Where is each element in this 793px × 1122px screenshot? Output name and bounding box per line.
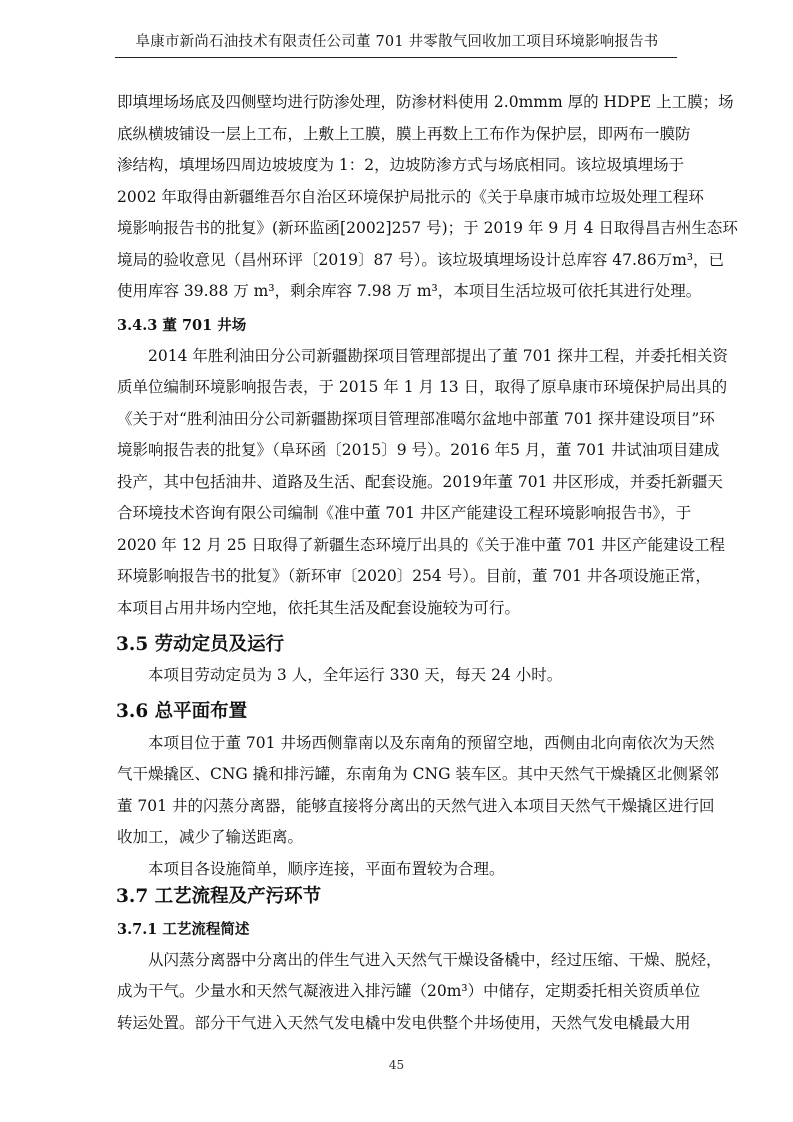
text-line: 使用库容 39.88 万 m³，剩余库容 7.98 万 m³，本项目生活垃圾可依托其进行处理。	[117, 282, 702, 300]
text-line: 境局的验收意见（昌州环评〔2019〕87 号）。该垃圾填埋场设计总库容 47.86万m³，已	[117, 251, 725, 269]
section-heading-3-5: 3.5 劳动定员及运行	[116, 634, 285, 655]
text-line: 渗结构，填埋场四周边坡坡度为 1：2，边坡防渗方式与场底相同。该垃圾填埋场于	[117, 156, 685, 174]
text-line: 收加工，减少了输送距离。	[117, 828, 304, 846]
text-line: 转运处置。部分干气进入天然气发电橇中发电供整个井场使用，天然气发电橇最大用	[117, 1014, 691, 1032]
running-header: 阜康市新尚石油技术有限责任公司董 701 井零散气回收加工项目环境影响报告书	[135, 34, 659, 50]
text-line: 2020 年 12 月 25 日取得了新疆生态环境厅出具的《关于准中董 701 井区产能建设工程	[117, 536, 725, 554]
page-number: 45	[388, 1058, 405, 1072]
text-line: 本项目位于董 701 井场西侧靠南以及东南角的预留空地，西侧由北向南依次为天然	[148, 734, 715, 752]
text-line: 从闪蒸分离器中分离出的伴生气进入天然气干燥设备橇中，经过压缩、干燥、脱烃，	[148, 951, 722, 969]
text-line: 《关于对“胜利油田分公司新疆勘探项目管理部准噶尔盆地中部董 701 探井建设项目”环	[117, 410, 715, 428]
text-line: 2002 年取得由新疆维吾尔自治区环境保护局批示的《关于阜康市城市垃圾处理工程环	[117, 188, 704, 206]
text-line: 气干燥撬区、CNG 撬和排污罐，东南角为 CNG 装车区。其中天然气干燥撬区北侧紧邻	[117, 765, 719, 783]
section-heading-3-6: 3.6 总平面布置	[116, 701, 248, 722]
section-heading-3-7-1: 3.7.1 工艺流程简述	[117, 921, 250, 938]
text-line: 质单位编制环境影响报告表，于 2015 年 1 月 13 日，取得了原阜康市环境保护局出具的	[117, 378, 728, 396]
text-line: 投产，其中包括油井、道路及生活、配套设施。2019年董 701 井区形成，并委托新疆天	[117, 473, 723, 491]
text-line: 境影响报告书的批复》(新环监函[2002]257 号)；于 2019 年 9 月 4 日取得昌吉州生态环	[117, 219, 738, 237]
text-line: 董 701 井的闪蒸分离器，能够直接将分离出的天然气进入本项目天然气干燥撬区进行回	[117, 797, 715, 815]
section-heading-3-7: 3.7 工艺流程及产污环节	[116, 886, 322, 907]
header-rule	[115, 57, 677, 58]
text-line: 本项目各设施简单，顺序连接，平面布置较为合理。	[148, 860, 505, 878]
text-line: 2014 年胜利油田分公司新疆勘探项目管理部提出了董 701 探井工程，并委托相关资	[148, 347, 728, 365]
text-line: 本项目劳动定员为 3 人，全年运行 330 天，每天 24 小时。	[148, 666, 563, 684]
text-line: 环境影响报告书的批复》（新环审〔2020〕254 号）。目前，董 701 井各项设施正常，	[117, 567, 711, 585]
text-line: 境影响报告表的批复》（阜环函〔2015〕9 号）。2016 年5 月，董 701 井试油项目建成	[117, 441, 720, 459]
text-line: 本项目占用井场内空地，依托其生活及配套设施较为可行。	[117, 599, 521, 617]
text-line: 成为干气。少量水和天然气凝液进入排污罐（20m³）中储存，定期委托相关资质单位	[117, 982, 701, 1000]
text-line: 底纵横坡铺设一层上工布，上敷上工膜，膜上再数上工布作为保护层，即两布一膜防	[117, 125, 691, 143]
text-line: 合环境技术咨询有限公司编制《准中董 701 井区产能建设工程环境影响报告书》，于	[117, 504, 692, 522]
section-heading-3-4-3: 3.4.3 董 701 井场	[117, 317, 247, 334]
text-line: 即填埋场场底及四侧壁均进行防渗处理，防渗材料使用 2.0mmm 厚的 HDPE 上工膜；场	[117, 93, 734, 111]
